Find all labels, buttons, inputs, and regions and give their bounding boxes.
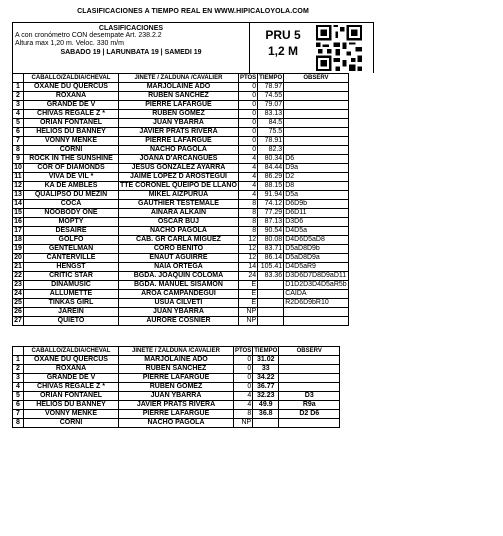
cell-no: 5 [13,392,24,401]
cell-no: 7 [13,410,24,419]
cell-horse: GRANDE DE V [24,101,119,110]
table-row [13,182,349,191]
col-rider: JINETE / ZALDUNA /CAVALIER [119,347,234,356]
col-obs: OBSERV [284,74,348,83]
cell-rider: NACHO PAGOLA [119,227,239,236]
cell-horse: ORIAN FONTANEL [24,392,119,401]
cell-rider: BGDA. JOAQUIN COLOMA [119,272,239,281]
cell-obs: D8 [284,182,348,191]
cell-pts: 0 [234,374,253,383]
cell-no: 16 [14,218,22,225]
cell-obs: D4D5a [284,227,348,236]
cell-pts: E [238,281,257,290]
table-row [13,374,340,383]
table-row [13,383,340,392]
cell-pts: 0 [238,110,257,119]
table-row [13,101,349,110]
cell-no: 17 [14,227,22,234]
competition-date: SABADO 19 | LARUNBATA 19 | SAMEDI 19 [60,49,202,56]
cell-rider: RUBEN SANCHEZ [119,365,234,374]
col-pts: PTOS [239,75,257,81]
cell-no: 7 [13,137,24,146]
cell-rider: AURORE COSNIER [119,317,239,326]
cell-no: 19 [14,245,22,252]
cell-obs: D6 [284,155,348,164]
cell-obs: D3D6 [284,218,348,227]
cell-horse: COR OF DIAMONDS [24,164,119,173]
cell-obs: D5a [284,191,348,200]
cell-pts: 8 [238,218,257,227]
cell-time: 83.71 [258,245,284,254]
cell-no: 4 [13,110,24,119]
cell-rider: MARJOLAINE ADO [119,83,239,92]
event-badge [251,27,315,59]
cell-pts: 0 [238,92,257,101]
cell-horse: CORNI [24,146,119,155]
cell-obs: D6D9b [284,200,348,209]
cell-time [258,317,284,326]
cell-obs: D9a [284,164,348,173]
table-row [13,83,349,92]
cell-no: 24 [14,290,22,297]
cell-horse: ROXANA [24,365,119,374]
cell-time: 84.44 [258,164,284,173]
table-row [13,317,349,326]
cell-horse: QUIETO [24,317,119,326]
table-row [13,365,340,374]
cell-pts: 8 [234,410,253,419]
results-table-round-1 [12,73,349,326]
col-time: TIEMPO [259,75,283,81]
cell-no: 15 [14,209,22,216]
cell-no: 3 [13,101,24,110]
cell-time: 83.36 [258,272,284,281]
cell-rider: JOANA D'ARCANGUES [119,155,239,164]
cell-pts: 12 [238,245,257,254]
event-number: PRU 5 [265,28,301,42]
cell-rider: EÑAUT AGUIRRE [119,254,239,263]
cell-pts: E [238,299,257,308]
cell-obs [279,356,340,365]
cell-rider: USUA CILVETI [119,299,239,308]
table-row [13,155,349,164]
cell-no: 3 [13,374,24,383]
cell-pts: 4 [238,164,257,173]
cell-pts: 4 [238,173,257,182]
table-row [13,218,349,227]
cell-no: 26 [14,308,22,315]
table-row [13,356,340,365]
cell-rider: RUBEN GOMEZ [119,383,234,392]
cell-rider: CAB. GR CARLA MIGUEZ [119,236,239,245]
results-sheet [12,0,374,428]
results-table-jump-off [12,346,340,428]
cell-no: 14 [14,200,22,207]
cell-obs: D4D6D5aD8 [284,236,348,245]
cell-obs: CAIDA [284,290,348,299]
col-time: TIEMPO [254,348,278,354]
cell-time: 77.29 [258,209,284,218]
table-row [13,164,349,173]
cell-rider: TTE CORONEL QUEIPO DE LLANO [120,182,237,189]
cell-rider: RUBEN GOMEZ [119,110,239,119]
cell-rider: PIERRE LAFARGUE [119,137,239,146]
cell-obs [284,137,348,146]
cell-obs [284,101,348,110]
cell-pts: 8 [238,200,257,209]
cell-rider: JESUS GONZALEZ AYARRA [119,164,239,173]
cell-time: 32.23 [253,392,279,401]
table-row [13,173,349,182]
cell-time: 74.12 [258,200,284,209]
cell-pts: 0 [238,146,257,155]
table-row [13,119,349,128]
table-row [13,128,349,137]
competition-specs: Altura max 1,20 m. Veloc. 330 m/m [15,40,124,47]
table-row [13,92,349,101]
cell-obs [279,365,340,374]
cell-no: 1 [13,356,24,365]
cell-rider: NACHO PAGOLA [119,146,239,155]
cell-pts: 0 [234,365,253,374]
cell-no: 20 [14,254,22,261]
cell-time: 86.14 [258,254,284,263]
cell-time: 88.15 [258,182,284,191]
cell-horse: JAREIN [24,308,119,317]
table-row [13,227,349,236]
cell-obs [284,146,348,155]
cell-rider: RUBEN SANCHEZ [119,92,239,101]
cell-no: 11 [14,173,22,180]
table-row [13,110,349,119]
cell-no: 22 [14,272,22,279]
cell-no: 8 [13,419,24,428]
cell-pts: NP [238,308,257,317]
cell-horse: VIVA DE VIL * [24,173,119,182]
cell-pts: 8 [238,209,257,218]
cell-time: 49.9 [253,401,279,410]
table-row [13,281,349,290]
col-obs: OBSERV [279,347,340,356]
cell-time [258,290,284,299]
cell-horse: HELIOS DU BANNEY [24,401,119,410]
cell-rider: PIERRE LAFARGUE [119,101,239,110]
cell-horse: ORIAN FONTANEL [24,119,119,128]
cell-pts: 12 [238,236,257,245]
cell-no: 13 [14,191,22,198]
cell-no: 2 [13,92,24,101]
cell-horse: KA DE AMBLES [24,182,119,191]
cell-horse: ROCK IN THE SUNSHINE [24,155,119,164]
cell-rider: CORO BENITO [119,245,239,254]
table-row [13,419,340,428]
cell-horse: VONNY MENKE [24,137,119,146]
cell-horse: VONNY MENKE [24,410,119,419]
cell-horse: MOPTY [24,218,119,227]
cell-rider: JUAN YBARRA [119,392,234,401]
cell-rider: JUAN YBARRA [119,119,239,128]
cell-no: 8 [13,146,24,155]
cell-no: 23 [14,281,22,288]
col-rider: JINETE / ZALDUNA /CAVALIER [119,74,239,83]
cell-horse: ROXANA [24,92,119,101]
cell-horse: COCA [24,200,119,209]
table-row [13,392,340,401]
table-row [13,254,349,263]
cell-rider: OSCAR BUJ [119,218,239,227]
cell-no: 9 [13,155,24,164]
cell-no: 27 [14,317,22,324]
cell-rider: MIKEL AIZPURUA [119,191,239,200]
cell-pts: 24 [238,272,257,281]
cell-pts: NP [238,317,257,326]
cell-horse: GENTELMAN [24,245,119,254]
cell-pts: E [238,290,257,299]
cell-obs [284,83,348,92]
cell-time: 34.22 [253,374,279,383]
cell-horse: NOOBODY ONE [24,209,119,218]
cell-no: 1 [13,83,24,92]
cell-rider: PIERRE LAFARGUE [119,410,234,419]
cell-time: 36.8 [253,410,279,419]
cell-time: 31.02 [253,356,279,365]
cell-time [258,299,284,308]
cell-horse: TINKAS GIRL [24,299,119,308]
table-row [13,146,349,155]
qr-code-icon [316,25,362,71]
cell-time: 36.77 [253,383,279,392]
cell-obs [279,383,340,392]
cell-no: 25 [14,299,22,306]
competition-rule: A con cronómetro CON desempate Art. 238.2.2 [15,32,162,39]
col-horse: CABALLO/ZALDIA/CHEVAL [24,347,119,356]
cell-time [258,308,284,317]
cell-obs: D1D2D3D4D5aR5b [285,281,347,288]
cell-pts: 0 [234,383,253,392]
cell-pts: 0 [238,119,257,128]
section-title: CLASIFICACIONES [98,25,164,32]
cell-rider: NAIA ORTEGA [119,263,239,272]
cell-time: 75.5 [258,128,284,137]
cell-rider: AROA CAMPANDEGUI [119,290,239,299]
cell-no: 10 [14,164,22,171]
cell-rider: MARJOLAINE ADO [119,356,234,365]
cell-time: 78.97 [258,83,284,92]
cell-obs [279,419,340,428]
cell-horse: GOLFO [24,236,119,245]
site-title: CLASIFICACIONES A TIEMPO REAL EN WWW.HIPICALOYOLA.COM [12,0,374,23]
cell-horse: DINAMUSIC [24,281,119,290]
cell-horse: OXANE DU QUERCUS [24,356,119,365]
cell-obs [284,128,348,137]
cell-pts: 14 [238,263,257,272]
table-row [13,209,349,218]
cell-time: 82.3 [258,146,284,155]
cell-no: 4 [13,383,24,392]
cell-time: 87.13 [258,218,284,227]
cell-rider: BGDA. MANUEL SISAMON [119,281,239,290]
cell-no: 6 [13,401,24,410]
table-row [13,401,340,410]
cell-horse: OXANE DU QUERCUS [24,83,119,92]
table-row [13,410,340,419]
cell-no: 12 [14,182,22,189]
cell-obs [284,110,348,119]
cell-horse: CHIVAS REGALE Z * [24,110,119,119]
cell-time [258,281,284,290]
cell-obs: D6D11 [284,209,348,218]
cell-rider: JAVIER PRATS RIVERA [119,128,239,137]
cell-obs [284,308,348,317]
cell-time [253,419,279,428]
class-header [12,23,374,73]
cell-horse: GRANDE DE V [24,374,119,383]
cell-time: 90.54 [258,227,284,236]
cell-time: 83.13 [258,110,284,119]
cell-obs [284,317,348,326]
cell-rider: GAUTHIER TESTEMALE [119,200,239,209]
cell-no: 21 [14,263,22,270]
cell-pts: 0 [238,137,257,146]
cell-horse: HELIOS DU BANNEY [24,128,119,137]
cell-horse: CORNI [24,419,119,428]
cell-rider: JAVIER PRATS RIVERA [119,401,234,410]
cell-obs: R9a [279,401,340,410]
cell-obs: D2 [284,173,348,182]
cell-pts: 4 [238,191,257,200]
cell-pts: NP [234,419,253,428]
cell-rider: AINARA ALKAIN [119,209,239,218]
cell-pts: 0 [238,128,257,137]
cell-obs [279,374,340,383]
event-height: 1,2 M [267,44,298,58]
cell-rider: JAIME LOPEZ D AROSTEGUI [119,173,239,182]
cell-pts: 4 [234,392,253,401]
col-horse: CABALLO/ZALDIA/CHEVAL [24,74,119,83]
cell-obs [284,119,348,128]
cell-rider: NACHO PAGOLA [119,419,234,428]
cell-horse: CHIVAS REGALE Z * [24,383,119,392]
cell-pts: 12 [238,254,257,263]
cell-obs: D5aD8D9b [284,245,348,254]
table-header-row [13,74,349,83]
table-header-row [13,347,340,356]
cell-obs: D4D5aR9 [284,263,348,272]
cell-no: 18 [14,236,22,243]
table-row [13,290,349,299]
table-row [13,308,349,317]
cell-obs: R2D6D9bR10 [284,299,348,308]
table-row [13,263,349,272]
cell-time: 74.55 [258,92,284,101]
cell-obs [284,92,348,101]
cell-horse: QUALIPSO DU MEZIN [24,191,119,200]
cell-time: 86.29 [258,173,284,182]
cell-obs: D3 [279,392,340,401]
table-row [13,272,349,281]
cell-horse: CRITIC STAR [24,272,119,281]
cell-no: 2 [13,365,24,374]
table-row [13,236,349,245]
cell-rider: JUAN YBARRA [119,308,239,317]
cell-time: 105.41 [258,263,284,272]
table-row [13,137,349,146]
cell-time: 33 [253,365,279,374]
cell-time: 78.91 [258,137,284,146]
table-row [13,245,349,254]
cell-horse: HENGST [24,263,119,272]
cell-pts: 0 [238,101,257,110]
cell-pts: 4 [234,401,253,410]
cell-horse: CANTERVILLE [24,254,119,263]
table-row [13,200,349,209]
class-info [13,23,250,73]
cell-pts: 0 [234,356,253,365]
cell-pts: 0 [238,83,257,92]
cell-no: 5 [13,119,24,128]
cell-obs: D2 D6 [279,410,340,419]
cell-no: 6 [13,128,24,137]
cell-obs: D5aD8D9a [284,254,348,263]
cell-time: 80.08 [258,236,284,245]
cell-time: 79.07 [258,101,284,110]
cell-time: 91.94 [258,191,284,200]
cell-time: 84.5 [258,119,284,128]
table-row [13,191,349,200]
cell-horse: DESAIRE [24,227,119,236]
cell-rider: PIERRE LAFARGUE [119,374,234,383]
cell-time: 80.34 [258,155,284,164]
col-pts: PTOS [235,348,252,354]
cell-pts: 4 [238,182,257,191]
cell-obs: D3D6D7D8D9aD11 [284,272,348,281]
table-row [13,299,349,308]
cell-pts: 8 [238,227,257,236]
cell-pts: 4 [238,155,257,164]
cell-horse: ALLUMETTE [24,290,119,299]
